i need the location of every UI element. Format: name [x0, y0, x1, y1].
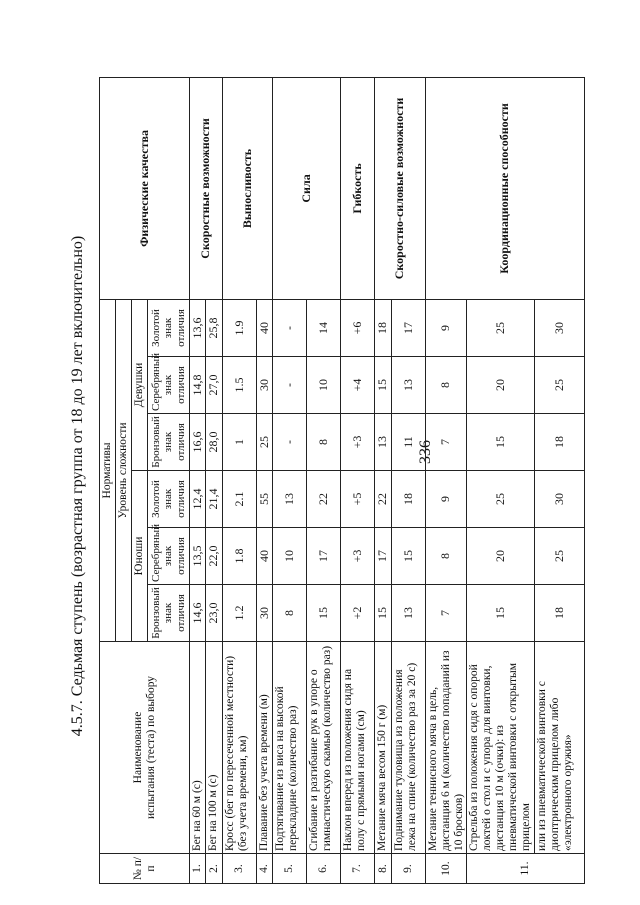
cell-value: 25	[534, 357, 584, 414]
row-num: 7.	[341, 854, 375, 884]
cell-value: 15	[467, 414, 534, 471]
cell-value: 1.2	[222, 585, 256, 642]
cell-value: 40	[256, 528, 272, 585]
page-number: 336	[417, 440, 434, 464]
cell-value: +6	[341, 299, 375, 356]
cell-value: +3	[341, 414, 375, 471]
cell-value: 15	[375, 585, 391, 642]
header-level-boys-gold: Золотой знак отличия	[148, 471, 190, 528]
cell-value: 22,0	[206, 528, 222, 585]
cell-value: 9	[425, 471, 467, 528]
quality-endurance: Выносливость	[222, 77, 272, 299]
cell-value: 8	[425, 528, 467, 585]
cell-value: 13	[391, 357, 425, 414]
cell-value: +2	[341, 585, 375, 642]
cell-value: 55	[256, 471, 272, 528]
row-test-name: Подтягивание из виса на высокой перекладине (количество раз)	[273, 642, 307, 854]
cell-value: 13	[391, 585, 425, 642]
cell-value: 23,0	[206, 585, 222, 642]
header-level-boys-bronze: Бронзовый знак отличия	[148, 585, 190, 642]
cell-value: 25	[467, 471, 534, 528]
header-level-girls-bronze: Бронзовый знак отличия	[148, 414, 190, 471]
row-test-name: Поднимание туловища из положения лежа на спине (количество раз за 20 с)	[391, 642, 425, 854]
cell-value: 15	[307, 585, 341, 642]
cell-value: 25	[534, 528, 584, 585]
cell-value: 1.8	[222, 528, 256, 585]
cell-value: 2.1	[222, 471, 256, 528]
cell-value: 10	[307, 357, 341, 414]
cell-value: 14,6	[190, 585, 206, 642]
cell-value: -	[273, 299, 307, 356]
cell-value: 22	[307, 471, 341, 528]
header-name-line2: испытания (теста) по выбору	[144, 675, 157, 820]
cell-value: 30	[534, 299, 584, 356]
row-test-name: Плавание без учета времени (м)	[256, 642, 272, 854]
cell-value: 40	[256, 299, 272, 356]
row-test-name: Метание теннисного мяча в цель, дистанция 6 м (количество попаданий из 10 бросков)	[425, 642, 467, 854]
cell-value: 17	[307, 528, 341, 585]
table-row	[190, 77, 206, 883]
cell-value: 15	[375, 357, 391, 414]
row-test-name: Наклон вперед из положения сидя на полу с прямыми ногами (см)	[341, 642, 375, 854]
cell-value: 30	[256, 357, 272, 414]
header-norms: Нормативы	[100, 299, 116, 641]
row-test-name: Стрельба из положения сидя с опорой локтей о стол и с упора для винтовки, дистанция 10 м (очки): из пневматической винтовки с открытым прицелом	[467, 642, 534, 854]
quality-flexibility: Гибкость	[341, 77, 375, 299]
header-level-girls-gold: Золотой знак отличия	[148, 299, 190, 356]
cell-value: 28,0	[206, 414, 222, 471]
cell-value: 25,8	[206, 299, 222, 356]
cell-value: 12,4	[190, 471, 206, 528]
header-num: № п/п	[100, 854, 190, 884]
cell-value: 25	[256, 414, 272, 471]
cell-value: 11	[391, 414, 425, 471]
row-num: 1.	[190, 854, 206, 884]
cell-value: 21,4	[206, 471, 222, 528]
header-girls: Девушки	[132, 299, 148, 470]
row-num: 5.	[273, 854, 307, 884]
cell-value: 18	[375, 299, 391, 356]
row-num: 2.	[206, 854, 222, 884]
cell-value: 8	[273, 585, 307, 642]
cell-value: 1	[222, 414, 256, 471]
cell-value: 8	[307, 414, 341, 471]
row-test-name: Сгибание и разгибание рук в упоре о гимнастическую скамью (количество раз)	[307, 642, 341, 854]
row-num: 8.	[375, 854, 391, 884]
header-test-name	[100, 642, 190, 854]
quality-speed: Скоростные возможности	[190, 77, 223, 299]
cell-value: 13,5	[190, 528, 206, 585]
cell-value: 14	[307, 299, 341, 356]
standards-table-container	[99, 78, 574, 884]
cell-value: -	[273, 414, 307, 471]
cell-value: 18	[534, 585, 584, 642]
row-num: 6.	[307, 854, 341, 884]
cell-value: 1.5	[222, 357, 256, 414]
cell-value: -	[273, 357, 307, 414]
quality-strength: Сила	[273, 77, 341, 299]
cell-value: 7	[425, 414, 467, 471]
header-name-line1: Наименование	[131, 711, 144, 784]
cell-value: +3	[341, 528, 375, 585]
quality-coordination: Координационные способности	[425, 77, 584, 299]
cell-value: 27,0	[206, 357, 222, 414]
row-num: 9.	[391, 854, 425, 884]
cell-value: 20	[467, 528, 534, 585]
row-num: 11.	[467, 854, 584, 884]
cell-value: 20	[467, 357, 534, 414]
cell-value: +4	[341, 357, 375, 414]
header-boys: Юноши	[132, 471, 148, 642]
header-physical-qualities: Физические качества	[100, 77, 190, 299]
cell-value: 13	[273, 471, 307, 528]
cell-value: 16,6	[190, 414, 206, 471]
row-num: 10.	[425, 854, 467, 884]
cell-value: 25	[467, 299, 534, 356]
cell-value: 13,6	[190, 299, 206, 356]
header-level-girls-silver: Серебряный знак отличия	[148, 357, 190, 414]
cell-value: 30	[256, 585, 272, 642]
cell-value: 17	[391, 299, 425, 356]
table-row	[425, 77, 467, 883]
cell-value: 10	[273, 528, 307, 585]
row-test-name: Бег на 100 м (с)	[206, 642, 222, 854]
standards-table	[99, 77, 585, 884]
cell-value: 22	[375, 471, 391, 528]
row-test-name: Кросс (бег по пересеченной местности) (без учета времени, км)	[222, 642, 256, 854]
table-row	[273, 77, 307, 883]
cell-value: 9	[425, 299, 467, 356]
cell-value: 13	[375, 414, 391, 471]
cell-value: 18	[391, 471, 425, 528]
cell-value: +5	[341, 471, 375, 528]
header-difficulty: Уровень сложности	[116, 299, 132, 641]
table-row	[222, 77, 256, 883]
row-num: 3.	[222, 854, 256, 884]
row-test-name: Метание мяча весом 150 г (м)	[375, 642, 391, 854]
row-num: 4.	[256, 854, 272, 884]
row-test-name: или из пневматической винтовки с диоптрическим прицелом либо «электронного оружия»	[534, 642, 584, 854]
cell-value: 14,8	[190, 357, 206, 414]
section-heading: 4.5.7. Седьмая ступень (возрастная группа от 18 до 19 лет включительно)	[69, 235, 86, 737]
cell-value: 17	[375, 528, 391, 585]
table-row	[341, 77, 375, 883]
cell-value: 7	[425, 585, 467, 642]
cell-value: 15	[467, 585, 534, 642]
cell-value: 1.9	[222, 299, 256, 356]
table-row	[375, 77, 391, 883]
row-test-name: Бег на 60 м (с)	[190, 642, 206, 854]
cell-value: 18	[534, 414, 584, 471]
cell-value: 30	[534, 471, 584, 528]
quality-speed-strength: Скоростно-силовые возможности	[375, 77, 425, 299]
cell-value: 15	[391, 528, 425, 585]
header-level-boys-silver: Серебряный знак отличия	[148, 528, 190, 585]
cell-value: 8	[425, 357, 467, 414]
